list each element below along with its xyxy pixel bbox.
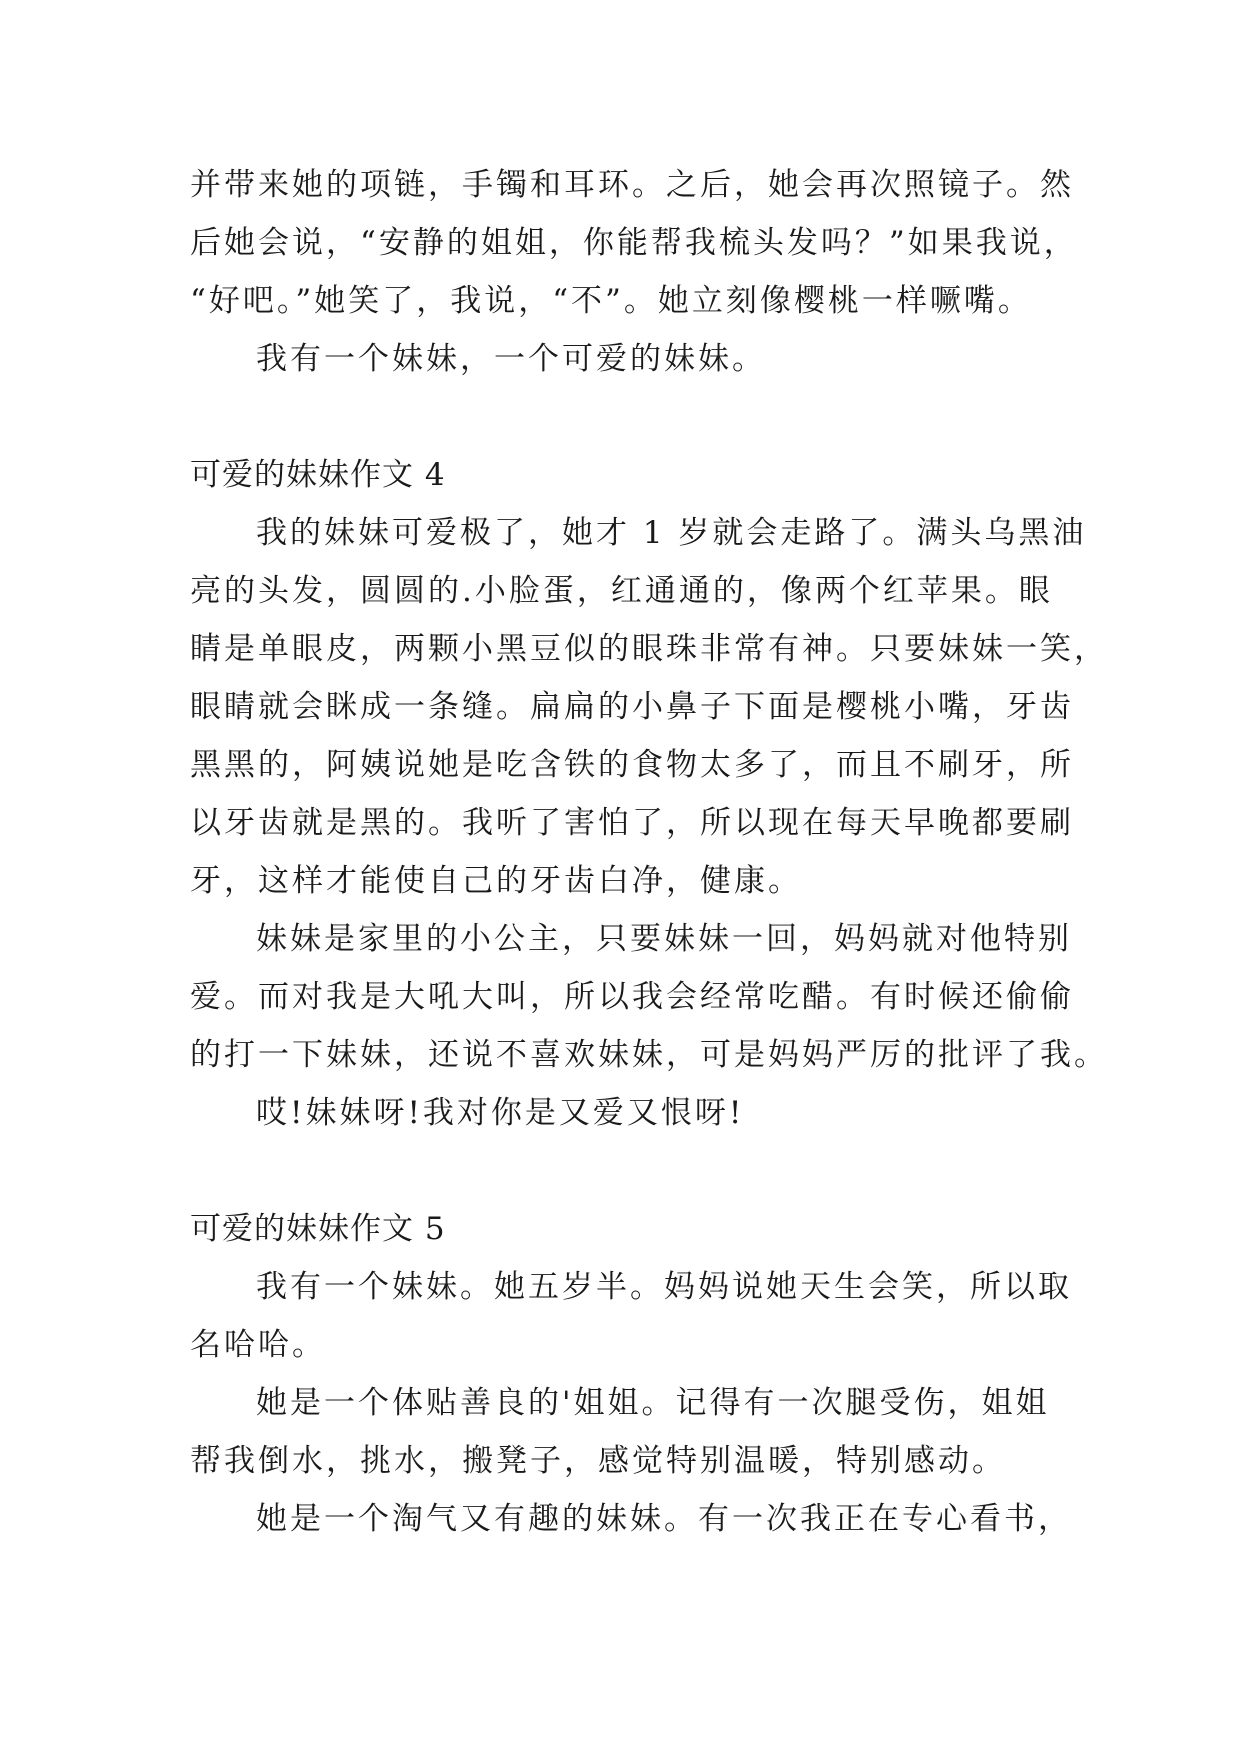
text-line: 爱。而对我是大吼大叫，所以我会经常吃醋。有时候还偷偷: [190, 979, 1074, 1015]
text-line: 眼睛就会眯成一条缝。扁扁的小鼻子下面是樱桃小嘴，牙齿: [190, 689, 1074, 725]
section-heading: 可爱的妹妹作文 4: [190, 457, 446, 493]
text-line: “好吧。”她笑了，我说，“不”。她立刻像樱桃一样噘嘴。: [190, 283, 1032, 319]
text-line: 帮我倒水，挑水，搬凳子，感觉特别温暖，特别感动。: [190, 1443, 1006, 1479]
section-heading: 可爱的妹妹作文 5: [190, 1211, 446, 1247]
text-line: 的打一下妹妹，还说不喜欢妹妹，可是妈妈严厉的批评了我。: [190, 1037, 1108, 1073]
text-line: 我有一个妹妹，一个可爱的妹妹。: [256, 341, 766, 377]
essay-text: [190, 156, 1108, 1548]
text-line: 睛是单眼皮，两颗小黑豆似的眼珠非常有神。只要妹妹一笑，: [190, 631, 1108, 667]
text-line: 并带来她的项链，手镯和耳环。之后，她会再次照镜子。然: [190, 167, 1074, 203]
text-line: 她是一个淘气又有趣的妹妹。有一次我正在专心看书，: [256, 1501, 1072, 1537]
text-line: 名哈哈。: [190, 1327, 326, 1363]
text-line: 黑黑的，阿姨说她是吃含铁的食物太多了，而且不刷牙，所: [190, 747, 1074, 783]
text-line: 哎!妹妹呀!我对你是又爱又恨呀!: [256, 1095, 745, 1131]
text-line: 以牙齿就是黑的。我听了害怕了，所以现在每天早晚都要刷: [190, 805, 1074, 841]
section-spacer: [190, 1142, 1080, 1200]
text-line: 牙，这样才能使自己的牙齿白净，健康。: [190, 863, 802, 899]
section-spacer: [190, 388, 1080, 446]
text-line: 亮的头发，圆圆的.小脸蛋，红通通的，像两个红苹果。眼: [190, 573, 1053, 609]
text-line: 后她会说，“安静的姐姐，你能帮我梳头发吗？”如果我说，: [190, 225, 1078, 261]
text-line: 妹妹是家里的小公主，只要妹妹一回，妈妈就对他特别: [256, 921, 1072, 957]
text-line: 我的妹妹可爱极了，她才 1 岁就会走路了。满头乌黑油: [256, 515, 1087, 551]
text-line: 我有一个妹妹。她五岁半。妈妈说她天生会笑，所以取: [256, 1269, 1072, 1305]
text-line: 她是一个体贴善良的'姐姐。记得有一次腿受伤，姐姐: [256, 1385, 1050, 1421]
